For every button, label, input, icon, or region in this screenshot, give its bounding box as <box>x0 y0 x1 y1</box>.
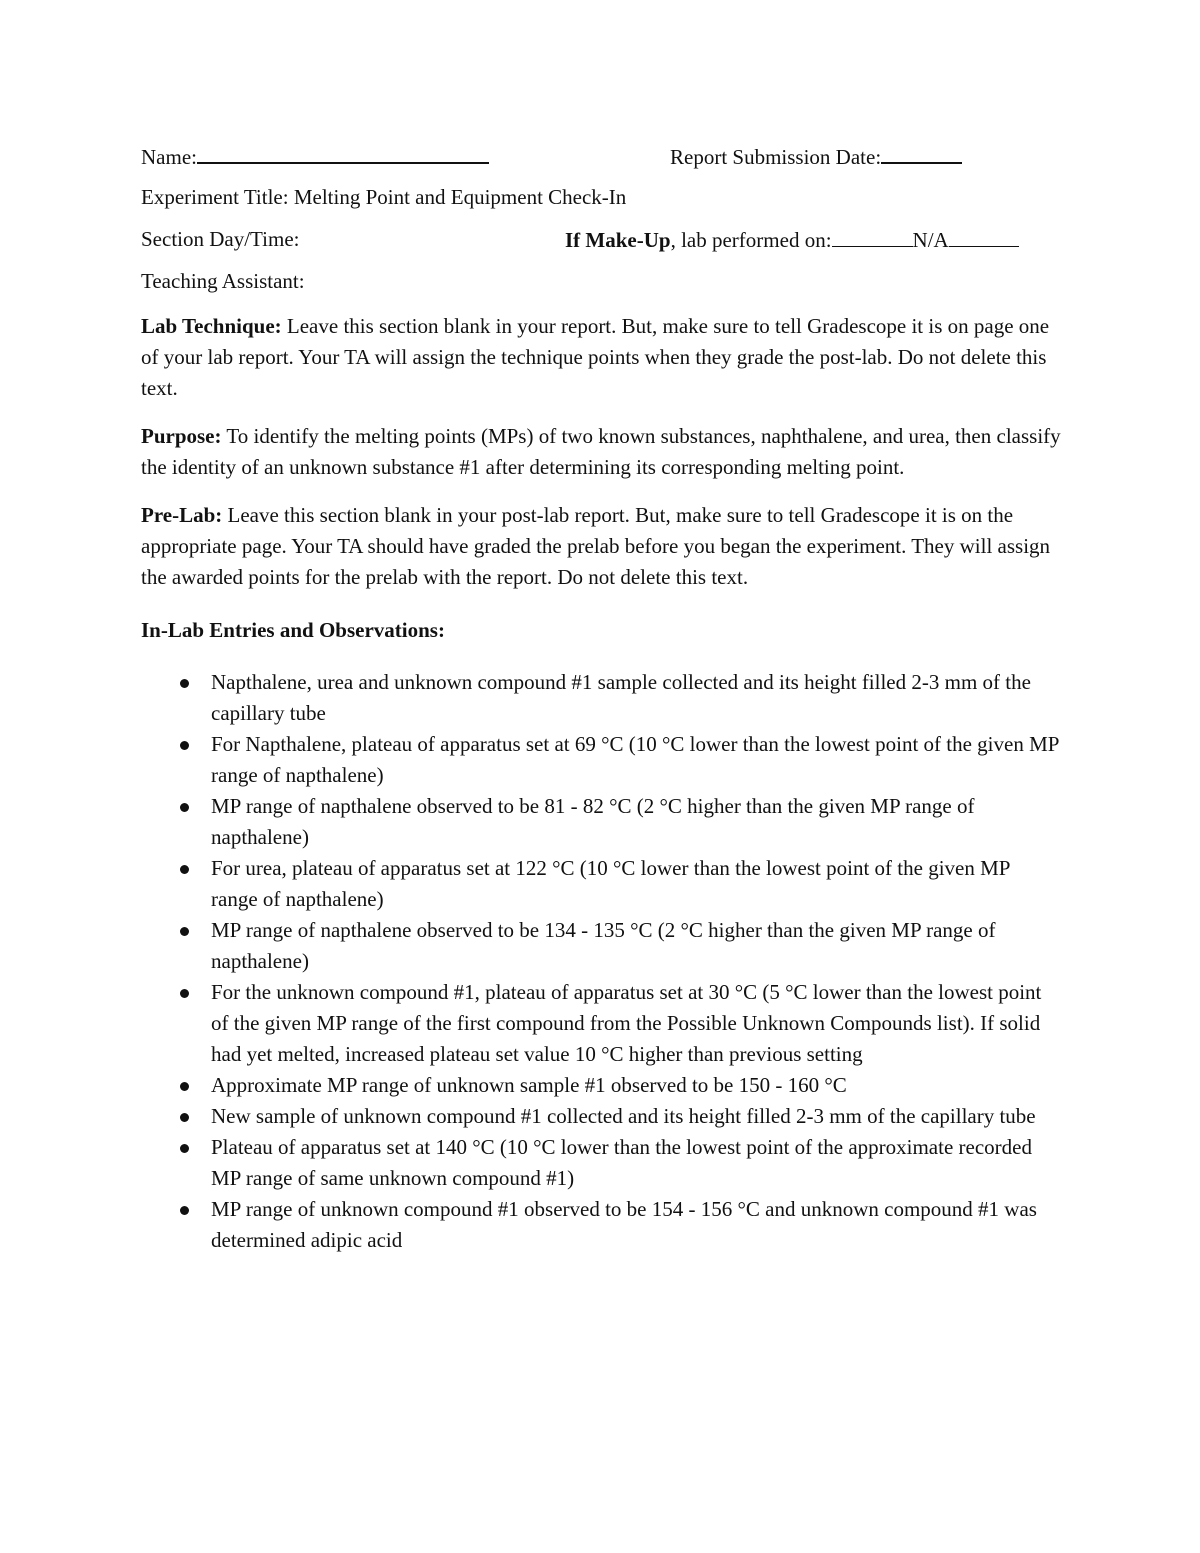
prelab-section <box>141 500 1061 593</box>
inlab-heading: In-Lab Entries and Observations: <box>141 618 445 642</box>
observations-list <box>141 667 1061 1256</box>
makeup-field <box>565 224 1019 256</box>
purpose-section <box>141 421 1061 483</box>
experiment-title: Experiment Title: Melting Point and Equipment Check-In <box>141 185 627 209</box>
bullet-icon <box>180 989 189 998</box>
bullet-icon <box>180 741 189 750</box>
submission-date-field <box>670 140 962 173</box>
makeup-bold-label: If Make-Up <box>565 228 671 252</box>
list-item: New sample of unknown compound #1 collected and its height filled 2-3 mm of the capillary tube <box>141 1101 1061 1132</box>
purpose-text: To identify the melting points (MPs) of two known substances, naphthalene, and urea, then classify the identity of an unknown substance #1 after determining its corresponding melting point. <box>141 424 1061 479</box>
bullet-icon <box>180 1113 189 1122</box>
bullet-icon <box>180 927 189 936</box>
list-item: Napthalene, urea and unknown compound #1 sample collected and its height filled 2-3 mm of the capillary tube <box>141 667 1061 729</box>
submission-date-label: Report Submission Date: <box>670 145 882 169</box>
name-line <box>141 140 1061 171</box>
purpose-label: Purpose: <box>141 424 222 448</box>
section-line <box>141 224 1061 255</box>
makeup-label: , lab performed on: <box>670 228 832 252</box>
section-label: Section Day/Time: <box>141 227 300 251</box>
lab-technique-section <box>141 311 1061 404</box>
prelab-label: Pre-Lab: <box>141 503 223 527</box>
list-item: MP range of napthalene observed to be 134 - 135 °C (2 °C higher than the given MP range of napthalene) <box>141 915 1061 977</box>
list-item: For urea, plateau of apparatus set at 122 °C (10 °C lower than the lowest point of the given MP range of napthalene) <box>141 853 1061 915</box>
bullet-icon <box>180 1082 189 1091</box>
bullet-icon <box>180 1144 189 1153</box>
bullet-icon <box>180 803 189 812</box>
document-page <box>141 140 1061 1256</box>
name-label: Name: <box>141 145 197 169</box>
list-item: Plateau of apparatus set at 140 °C (10 °C lower than the lowest point of the approximate recorded MP range of same unknown compound #1) <box>141 1132 1061 1194</box>
bullet-icon <box>180 1206 189 1215</box>
prelab-text: Leave this section blank in your post-lab report. But, make sure to tell Gradescope it is on the appropriate page. Your TA should have graded the prelab before you began the experiment. They will assign the awarded points for the prelab with the report. Do not delete this text. <box>141 503 1051 589</box>
bullet-icon <box>180 679 189 688</box>
lab-technique-text: Leave this section blank in your report. But, make sure to tell Gradescope it is on page one of your lab report. Your TA will assign the technique points when they grade the post-lab. Do not delete this text. <box>141 314 1050 400</box>
list-item: Approximate MP range of unknown sample #1 observed to be 150 - 160 °C <box>141 1070 1061 1101</box>
list-item: MP range of unknown compound #1 observed to be 154 - 156 °C and unknown compound #1 was determined adipic acid <box>141 1194 1061 1256</box>
name-blank <box>197 140 489 164</box>
bullet-icon <box>180 865 189 874</box>
list-item: For the unknown compound #1, plateau of apparatus set at 30 °C (5 °C lower than the lowest point of the given MP range of the first compound from the Possible Unknown Compounds list). If solid had yet melted, increased plateau set value 10 °C higher than previous setting <box>141 977 1061 1070</box>
teaching-assistant-label: Teaching Assistant: <box>141 269 305 293</box>
lab-technique-label: Lab Technique: <box>141 314 282 338</box>
submission-date-blank <box>881 140 962 164</box>
makeup-blank-left <box>832 224 913 247</box>
makeup-blank-right <box>949 224 1019 247</box>
list-item: MP range of napthalene observed to be 81 - 82 °C (2 °C higher than the given MP range of napthalene) <box>141 791 1061 853</box>
makeup-value: N/A <box>912 228 949 252</box>
list-item: For Napthalene, plateau of apparatus set at 69 °C (10 °C lower than the lowest point of the given MP range of napthalene) <box>141 729 1061 791</box>
